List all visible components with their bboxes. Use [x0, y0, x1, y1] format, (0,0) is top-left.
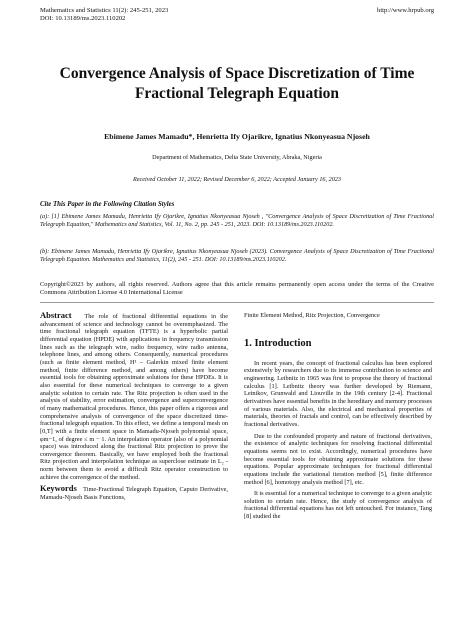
affiliation: Department of Mathematics, Delta State University, Abraka, Nigeria	[152, 154, 322, 161]
journal-url[interactable]: http://www.hrpub.org	[377, 7, 434, 14]
abstract-text: The role of fractional differential equations in the advancement of science and technology cannot be overemphasized. The time fractional telegraph equation (TFTE) is a hyperbolic partial differential equation (HPDE) with applications in frequency transmission lines such as the telegraph wire, radio frequency, wire radio antenna, telephone lines, and among others. Consequently, numerical procedures (such as finite element method, H¹ – Galerkin mixed finite element method, finite difference method, and among others) have become essential tools for obtaining approximate solutions for these HPDEs. It is also essential for these numerical techniques to converge to a given analytic solution to certain rate. The Ritz projection is often used in the analysis of stability, error estimation, convergence and superconvergence of many mathematical procedures. Hence, this paper offers a rigorous and comprehensive analysis of convergence of the space discretized time-fractional telegraph equation. To this effect, we define a temporal mesh on [0,T] with a finite element space in Mamadu-Njoseh polynomial space, φm−1, of degree ≤ m − 1. An interpolation operator (also of a polynomial space) was introduced along the fractional Ritz projection to prove the convergence theorem. Basically, we have employed both the fractional Ritz projection and interpolation technique as superclose estimate in L₂ - norm between them to avoid a difficult Ritz operator construction to achieve the convergence of the method.	[40, 313, 228, 481]
paper-title: Convergence Analysis of Space Discretization of Time Fractional Telegraph Equation	[59, 65, 415, 102]
abstract-label: Abstract	[40, 310, 72, 320]
keywords-continued: Finite Element Method, Ritz Projection, Convergence	[244, 312, 380, 319]
submission-dates: Received October 11, 2022; Revised December 6, 2022; Accepted January 16, 2023	[132, 176, 341, 183]
keywords	[40, 485, 228, 501]
journal-citation: Mathematics and Statistics 11(2): 245-251, 2023	[40, 7, 169, 14]
citation-heading: Cite This Paper in the Following Citation Styles	[40, 201, 175, 208]
copyright-notice: Copyright©2023 by authors, all rights reserved. Authors agree that this article remains permanently open access under the terms of the Creative Commons Attribution License 4.0 International License	[40, 281, 434, 296]
section-divider	[40, 302, 434, 303]
citation-style-a: (a): [1] Ebimene James Mamadu, Henrietta Ify Ojarikre, Ignatius Nkonyeasua Njoseh , "Convergence Analysis of Space Discretization of Time Fractional Telegraph Equation," Mathematics and Statistics, Vol. 11, No. 2, pp. 245 - 251, 2023. DOI: 10.13189/ms.2023.110202.	[40, 213, 434, 228]
header-doi: DOI: 10.13189/ms.2023.110202	[40, 15, 126, 22]
citation-style-b: (b): Ebimene James Mamadu, Henrietta Ify Ojarikre, Ignatius Nkonyeasua Njoseh (2023). Convergence Analysis of Space Discretization of Time Fractional Telegraph Equation. Mathematics and Statistics, 11(2), 245 - 251. DOI: 10.13189/ms.2023.110202.	[40, 248, 434, 263]
right-column	[244, 312, 432, 525]
intro-paragraph-3: It is essential for a numerical technique to converge to a given analytic solution to certain rate. Hence, the study of convergence analysis of fractional differential equations has not left untouched. For instance, Tang [8] studied the	[244, 490, 432, 521]
keywords-text: Time-Fractional Telegraph Equation, Caputo Derivative, Mamadu-Njoseh Basis Functions,	[40, 486, 228, 502]
journal-header	[40, 7, 168, 23]
intro-paragraph-2: Due to the confounded property and nature of fractional derivatives, the existence of analytic techniques for resolving fractional differential equations seems not to exist. Accordingly, numerical procedures have become essential tools for obtaining approximate solutions for these equations. Popular approximate techniques for fractional differential equations include the variational iteration method [5], finite difference method [6], homotopy analysis method [7], etc.	[244, 432, 432, 486]
keywords-label: Keywords	[40, 483, 77, 494]
abstract	[40, 312, 228, 481]
left-column	[40, 312, 228, 502]
introduction-heading: 1. Introduction	[244, 337, 312, 349]
author-list: Ebimene James Mamadu*, Henrietta Ify Ojarikre, Ignatius Nkonyeasua Njoseh	[104, 132, 370, 141]
intro-paragraph-1: In recent years, the concept of fractional calculus has been explored extensively by researchers due to its immense contribution to science and engineering. Leibnitz in 1965 was first to propose the theory of fractional calculus [1]. Leibnitz theory was further developed by Riemann, Letnikov, Grunwald and Liouville in the 19th century [2-4]. Fractional derivatives have essential benefits in the hereditary and memory processes of various materials. Also, the electrical and mechanical properties of materials, theories of fractals and control, can be effectively described by fractional derivatives.	[244, 359, 432, 428]
